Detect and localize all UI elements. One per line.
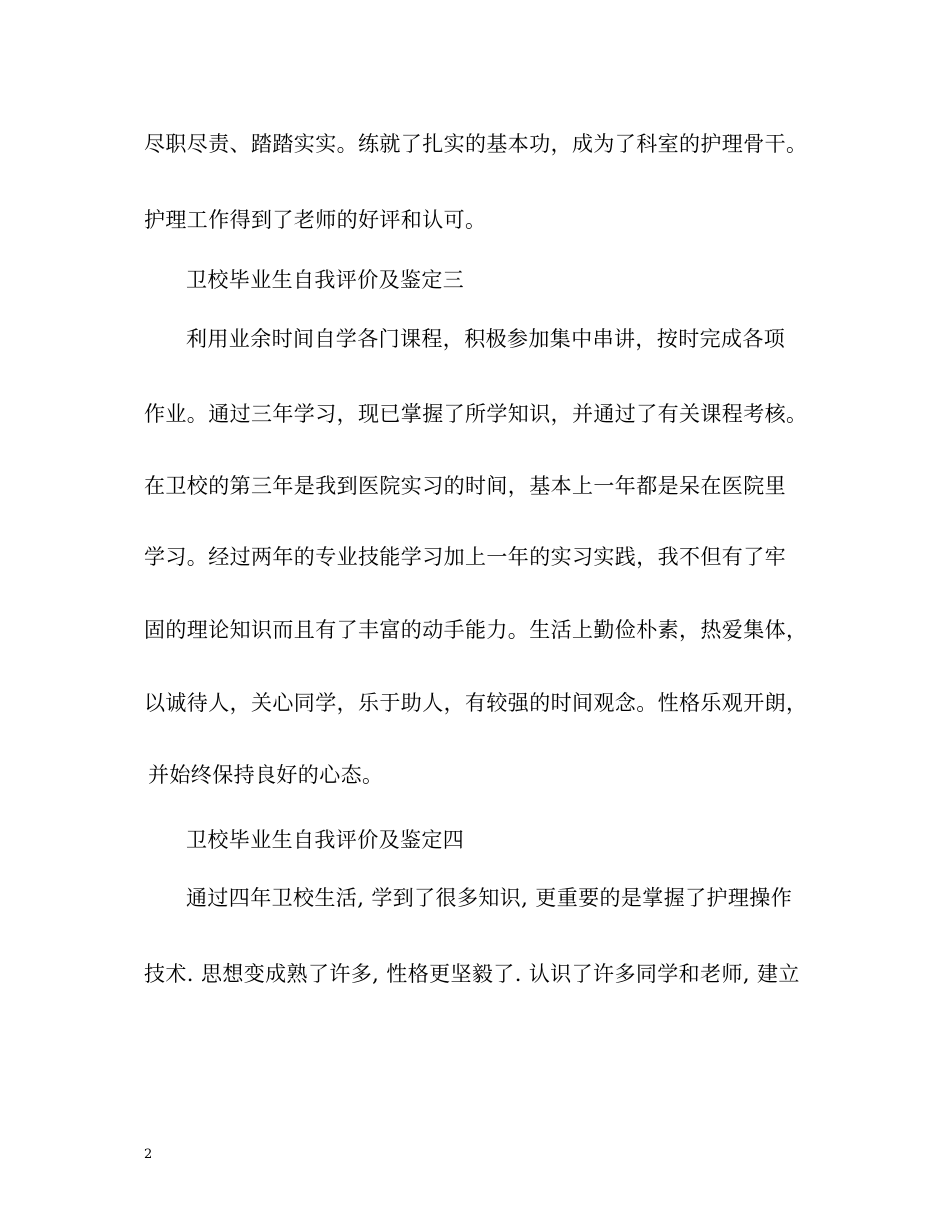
body-text-line: 作业。通过三年学习，现已掌握了所学知识，并通过了有关课程考核。: [144, 402, 808, 426]
body-text-line: 护理工作得到了老师的好评和认可。: [144, 208, 487, 232]
body-text-line: 固的理论知识而且有了丰富的动手能力。生活上勤俭朴素，热爱集体，: [144, 618, 808, 642]
body-text-line: 技术. 思想变成熟了许多, 性格更坚毅了. 认识了许多同学和老师, 建立: [144, 962, 800, 986]
body-text-line: 学习。经过两年的专业技能学习加上一年的实习实践，我不但有了牢: [144, 545, 786, 569]
body-text-line: 利用业余时间自学各门课程，积极参加集中串讲，按时完成各项: [186, 327, 786, 351]
body-text-line: 在卫校的第三年是我到医院实习的时间，基本上一年都是呆在医院里: [144, 474, 786, 498]
section-heading: 卫校毕业生自我评价及鉴定三: [186, 268, 465, 292]
body-text-line: 以诚待人，关心同学，乐于助人，有较强的时间观念。性格乐观开朗，: [144, 691, 808, 715]
body-text-line: 通过四年卫校生活, 学到了很多知识, 更重要的是掌握了护理操作: [186, 886, 793, 910]
page-number: 2: [144, 1147, 153, 1162]
body-text-line: 并始终保持良好的心态。: [148, 763, 384, 787]
body-text-line: 尽职尽责、踏踏实实。练就了扎实的基本功，成为了科室的护理骨干。: [144, 132, 808, 156]
section-heading: 卫校毕业生自我评价及鉴定四: [186, 828, 465, 852]
